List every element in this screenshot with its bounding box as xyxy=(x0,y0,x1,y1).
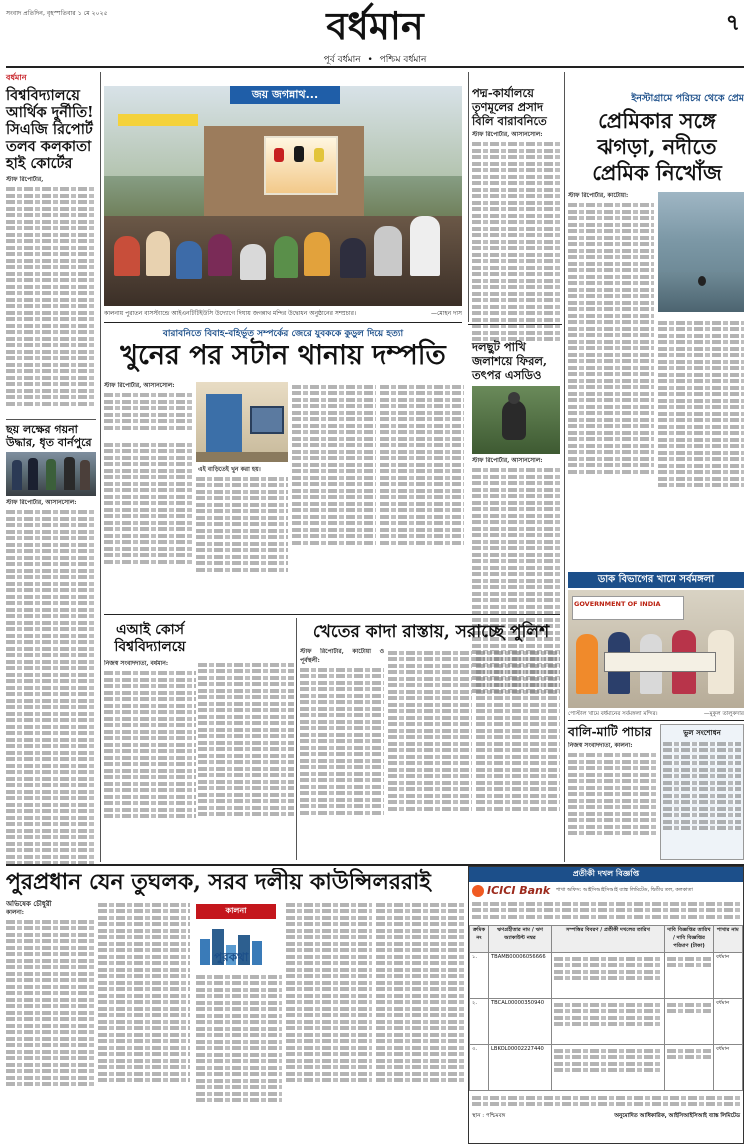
col-rule-1 xyxy=(100,72,101,862)
table-row xyxy=(470,999,743,1045)
mud-headline: খেতের কাদা রাস্তায়, সরাচ্ছে পুলিশ xyxy=(312,622,550,642)
row-serial: ৩. xyxy=(470,1045,489,1091)
sidebar2-dateline: স্টাফ রিপোর্টার, আসানসোল: xyxy=(472,457,543,464)
row-branch: বর্ধমান xyxy=(714,999,743,1045)
row-demand xyxy=(665,999,714,1045)
photo1-caption xyxy=(104,308,462,319)
photo1-credit: —মোহন দাস xyxy=(430,310,462,317)
sand-rule xyxy=(568,720,744,721)
bank-name: ICICI Bank xyxy=(487,884,551,897)
subtitle-west: পশ্চিম বর্ধমান xyxy=(379,55,427,65)
right-story-col2 xyxy=(658,318,744,552)
correction-body xyxy=(663,739,741,857)
right-dateline: স্টাফ রিপোর্টার, কাটোয়া: xyxy=(568,192,629,199)
sidebar2-headline: দলছুট পাখি জলাশয়ে ফিরল, তৎপর এসডিও xyxy=(472,340,547,382)
logo-text: পুরকথা xyxy=(214,950,249,964)
main-story-headline: খুনের পর সটান থানায় দম্পতি xyxy=(120,340,446,371)
row-serial: ১. xyxy=(470,953,489,999)
subtitle-east: পূর্ব বর্ধমান xyxy=(323,55,361,65)
row-branch: বর্ধমান xyxy=(714,953,743,999)
sidebar1-headline: পদ্ম-কার্যালয়ে তৃণমূলের প্রসাদ বিলি বারাবনিতে xyxy=(472,86,547,128)
correction-box xyxy=(660,724,744,860)
icici-notice xyxy=(468,866,744,1144)
ai-headline: এআই কোর্স বিশ্ববিদ্যালয়ে xyxy=(114,622,186,655)
left-headline: বিশ্ববিদ্যালয়ে আর্থিক দুর্নীতি! সিএজি রিপোর্ট তলব কলকাতা হাই কোর্টের xyxy=(6,87,94,172)
left-story2-headline: ছয় লক্ষের গয়না উদ্ধার, ধৃত বার্নপুরে xyxy=(6,423,92,449)
postal-credit: —মুকুল তালুকদার xyxy=(703,711,744,717)
row-demand xyxy=(665,1045,714,1091)
bottom-byline: অভিষেক চৌধুরী xyxy=(6,900,52,908)
sidebar2-rule xyxy=(468,324,562,325)
jagannath-photo xyxy=(104,86,462,306)
row-property xyxy=(552,953,665,999)
notice-intro xyxy=(469,899,743,925)
masthead-meta: সংবাদ প্রতিদিন, বৃহস্পতিবার ১ মে ২০২৫ xyxy=(6,10,108,17)
masthead-subtitle xyxy=(0,52,750,67)
bottom-body-col3 xyxy=(196,972,282,1144)
notice-footer xyxy=(469,1113,743,1121)
left-column xyxy=(6,72,96,862)
bottom-body-col5 xyxy=(376,900,464,1144)
ai-body-col2 xyxy=(198,660,294,860)
page-number: ৭ xyxy=(725,10,740,36)
bird-photo xyxy=(472,386,560,454)
masthead-rule xyxy=(6,66,744,68)
main-story-col1 xyxy=(104,382,192,438)
notice-header: প্রতীকী দখল বিজ্ঞপ্তি xyxy=(469,867,743,882)
sand-headline: বালি-মাটি পাচার xyxy=(568,724,652,739)
left-story2-body xyxy=(6,499,96,899)
col-property: সম্পত্তির বিবরণ / প্রতীকী দখলের তারিখ xyxy=(552,926,665,953)
row-demand xyxy=(665,953,714,999)
postal-banner: ডাক বিভাগের খামে সর্বমঙ্গলা xyxy=(568,572,744,588)
sand-body xyxy=(568,742,656,860)
house-photo xyxy=(196,382,288,462)
col-serial: ক্রমিক নং xyxy=(470,926,489,953)
purkotha-logo xyxy=(196,904,276,968)
masthead-title: বর্ধমান xyxy=(326,3,424,48)
right-headline: প্রেমিকার সঙ্গে ঝগড়া, নদীতে প্রেমিক নিখোঁজ xyxy=(592,108,722,185)
col-borrower: ঋণগ্রহীতার নাম / ঋণ অ্যাকাউন্ট নম্বর xyxy=(489,926,552,953)
notice-table-header xyxy=(470,926,743,953)
correction-title: ভুল সংশোধন xyxy=(683,729,721,737)
row-property xyxy=(552,1045,665,1091)
row-serial: ২. xyxy=(470,999,489,1045)
main-story-kicker: বারাবনিতে বিবাহ-বহির্ভূত সম্পর্কের জেরে যুবককে কুড়ুল দিয়ে হত্যা xyxy=(162,329,404,339)
jewellery-photo xyxy=(6,452,96,496)
notice-footer-text xyxy=(469,1091,743,1113)
row-branch: বর্ধমান xyxy=(714,1045,743,1091)
notice-table xyxy=(469,925,743,1091)
row-account: TBAMB00006056666 xyxy=(489,953,552,999)
col-rule-4 xyxy=(296,618,297,860)
bottom-body-col1 xyxy=(6,900,94,1144)
bottom-headline: পুরপ্রধান যেন তুঘলক, সরব দলীয় কাউন্সিলররাই xyxy=(6,869,431,895)
notice-place: স্থান : পশ্চিমবঙ্গ xyxy=(472,1113,506,1119)
sidebar1-dateline: স্টাফ রিপোর্টার, আসানসোল: xyxy=(472,131,543,138)
table-row xyxy=(470,1045,743,1091)
icici-logo-icon xyxy=(472,885,484,897)
city-skyline-icon xyxy=(196,921,276,969)
lower-rule xyxy=(104,614,560,615)
bottom-body-col2 xyxy=(98,900,190,1144)
col-rule-2 xyxy=(468,72,469,322)
main-story-col2 xyxy=(196,474,288,610)
table-row xyxy=(470,953,743,999)
ai-dateline: নিজস্ব সংবাদদাতা, বর্ধমান: xyxy=(104,660,169,667)
col-branch: শাখার নাম xyxy=(714,926,743,953)
mud-body-col3 xyxy=(476,648,560,860)
photo1-banner: জয় জগন্নাথ... xyxy=(230,86,340,104)
right-story-col1 xyxy=(568,192,654,552)
main-story-col1b xyxy=(104,440,192,610)
mud-body-col2 xyxy=(388,648,472,860)
notice-bank-row xyxy=(469,882,743,899)
sidebar1-body xyxy=(472,131,560,356)
house-photo-caption: এই বাড়িতেই খুন করা হয়। xyxy=(198,466,261,473)
row-property xyxy=(552,999,665,1045)
main-story-dateline: স্টাফ রিপোর্টার, আসানসোল: xyxy=(104,382,175,389)
main-story-col4 xyxy=(380,382,464,610)
left-dateline: স্টাফ রিপোর্টার, xyxy=(6,176,44,183)
postal-caption-text: পোস্টাল খামে বর্ধমানের সর্বমঙ্গলা মন্দির। xyxy=(568,711,658,717)
col-demand: দাবি বিজ্ঞপ্তির তারিখ / দাবি বিজ্ঞপ্তির পরিমাণ (টাকা) xyxy=(665,926,714,953)
postal-caption xyxy=(568,710,744,719)
subtitle-separator: • xyxy=(367,55,373,65)
photo1-caption-text: কালনায় পুরাতন বাসস্ট্যান্ডে আইএনটিটিইউসি উদ্যোগে দিঘায় জগন্নাথ মন্দির উদ্বোধন অনুষ্ঠানের সম্প্রচার। xyxy=(104,310,357,317)
sand-dateline: নিজস্ব সংবাদদাতা, কালনা: xyxy=(568,742,633,749)
left-story2-dateline: স্টাফ রিপোর্টার, আসানসোল: xyxy=(6,499,77,506)
mud-dateline: স্টাফ রিপোর্টার, কাটোয়া ও পূর্বস্থলী: xyxy=(300,648,384,664)
row-account: LBKOL00002227440 xyxy=(489,1045,552,1091)
notice-signature: অনুমোদিত আধিকারিক, আইসিআইসিআই ব্যাঙ্ক লিমিটেড xyxy=(614,1113,740,1119)
postal-photo xyxy=(568,590,744,708)
bottom-body-col4 xyxy=(286,900,372,1144)
section-label: বর্ধমান xyxy=(6,73,27,82)
river-photo xyxy=(658,192,744,312)
sidebar-story-1 xyxy=(472,86,560,356)
bottom-dateline: কালনা: xyxy=(6,908,24,916)
mud-body-col1 xyxy=(300,648,384,860)
main-story-rule xyxy=(104,322,462,323)
main-story-col3 xyxy=(292,382,376,610)
logo-tag: কালনা xyxy=(196,904,276,919)
ai-body-col1 xyxy=(104,660,196,860)
bank-address: শাখা অফিস: আইসিআইসিআই ব্যাঙ্ক লিমিটেড, দ্বিতীয় তল, কলকাতা xyxy=(556,886,693,893)
postal-banner-text: GOVERNMENT OF INDIA xyxy=(574,600,661,608)
row-account: TBCAL00000350940 xyxy=(489,999,552,1045)
col-rule-3 xyxy=(564,72,565,862)
right-kicker: ইনস্টাগ্রামে পরিচয় থেকে প্রেম xyxy=(631,93,744,104)
left-story-body xyxy=(6,176,96,416)
